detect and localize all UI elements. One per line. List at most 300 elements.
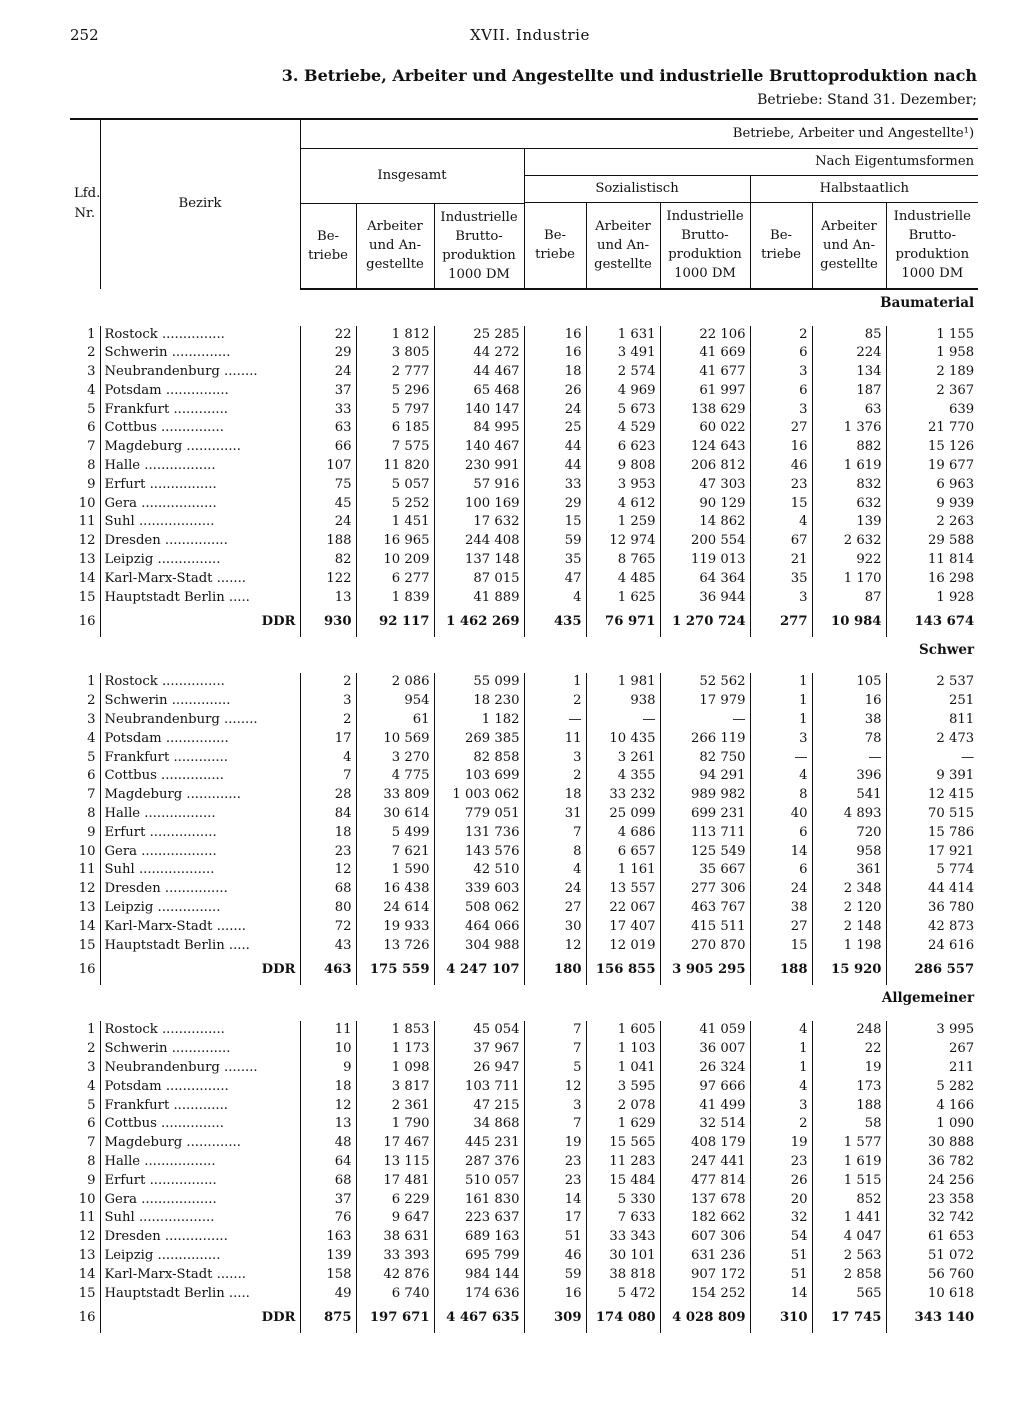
bezirk-name: Leipzig (104, 900, 154, 916)
leader-dots: .................. (137, 843, 217, 859)
value-cell: 18 (524, 363, 586, 382)
bezirk-cell (100, 570, 300, 589)
header-bruttoproduktion: Industrielle Brutto- produktion 1000 DM (434, 203, 524, 289)
value-cell: 82 858 (434, 749, 524, 768)
table-row (70, 476, 978, 495)
total-value-cell: 15 920 (812, 955, 886, 985)
value-cell: 137 678 (660, 1191, 750, 1210)
bezirk-name: Gera (104, 1191, 138, 1207)
value-cell: 3 (524, 1097, 586, 1116)
value-cell: 87 (812, 589, 886, 608)
bezirk-cell (100, 1153, 300, 1172)
total-row (70, 607, 978, 637)
value-cell: 16 (524, 1285, 586, 1304)
value-cell: 1 (524, 673, 586, 692)
bezirk-cell (100, 937, 300, 956)
value-cell: 6 185 (356, 419, 434, 438)
statistics-table (70, 118, 978, 1333)
value-cell: 223 637 (434, 1209, 524, 1228)
value-cell: 51 (524, 1228, 586, 1247)
value-cell: 2 574 (586, 363, 660, 382)
value-cell: 1 098 (356, 1059, 434, 1078)
leader-dots: ............... (156, 420, 224, 436)
value-cell: 1 090 (886, 1115, 978, 1134)
table-row (70, 918, 978, 937)
bezirk-name: Suhl (104, 1210, 135, 1226)
value-cell: 5 057 (356, 476, 434, 495)
value-cell: 140 467 (434, 438, 524, 457)
value-cell: 7 (524, 1040, 586, 1059)
bezirk-cell (100, 513, 300, 532)
value-cell: 26 324 (660, 1059, 750, 1078)
value-cell: 75 (300, 476, 356, 495)
value-cell: 1 155 (886, 326, 978, 345)
bezirk-name: Rostock (104, 326, 158, 342)
value-cell: 131 736 (434, 824, 524, 843)
value-cell: 63 (812, 401, 886, 420)
value-cell: 30 614 (356, 805, 434, 824)
bezirk-cell (100, 1040, 300, 1059)
value-cell: 29 (300, 344, 356, 363)
row-number: 12 (78, 1229, 96, 1245)
value-cell: 7 621 (356, 843, 434, 862)
value-cell: 46 (750, 457, 812, 476)
value-cell: 938 (586, 692, 660, 711)
value-cell: 48 (300, 1134, 356, 1153)
value-cell: 188 (812, 1097, 886, 1116)
value-cell: 5 774 (886, 861, 978, 880)
value-cell: 19 (812, 1059, 886, 1078)
value-cell: 124 643 (660, 438, 750, 457)
row-number: 1 (87, 674, 96, 690)
table-row (70, 880, 978, 899)
leader-dots: .............. (167, 1041, 231, 1057)
value-cell: 2 473 (886, 730, 978, 749)
row-number: 2 (87, 693, 96, 709)
value-cell: 1 631 (586, 326, 660, 345)
bezirk-name: Erfurt (104, 476, 146, 492)
value-cell: 14 (750, 843, 812, 862)
value-cell: 2 086 (356, 673, 434, 692)
value-cell: 22 106 (660, 326, 750, 345)
value-cell: 78 (812, 730, 886, 749)
bezirk-name: Dresden (104, 1229, 161, 1245)
value-cell: 445 231 (434, 1134, 524, 1153)
bezirk-name: Erfurt (104, 824, 146, 840)
value-cell: 42 510 (434, 861, 524, 880)
row-number: 2 (87, 345, 96, 361)
leader-dots: ............... (157, 1022, 225, 1038)
value-cell: 139 (812, 513, 886, 532)
row-number: 12 (78, 533, 96, 549)
bezirk-cell (100, 1059, 300, 1078)
value-cell: 10 618 (886, 1285, 978, 1304)
value-cell: 23 (750, 476, 812, 495)
value-cell: 4 485 (586, 570, 660, 589)
value-cell: 87 015 (434, 570, 524, 589)
table-row (70, 1134, 978, 1153)
value-cell: 3 (750, 730, 812, 749)
value-cell: 54 (750, 1228, 812, 1247)
value-cell: 9 939 (886, 495, 978, 514)
value-cell: 42 873 (886, 918, 978, 937)
value-cell: 2 632 (812, 532, 886, 551)
value-cell: 2 (524, 767, 586, 786)
value-cell: 5 (524, 1059, 586, 1078)
value-cell: 832 (812, 476, 886, 495)
value-cell: 17 407 (586, 918, 660, 937)
row-number: 7 (87, 439, 96, 455)
value-cell: 1 812 (356, 326, 434, 345)
bezirk-cell (100, 749, 300, 768)
value-cell: 339 603 (434, 880, 524, 899)
value-cell: 277 306 (660, 880, 750, 899)
value-cell: 44 467 (434, 363, 524, 382)
value-cell: 15 (524, 513, 586, 532)
value-cell: 188 (300, 532, 356, 551)
value-cell: 19 677 (886, 457, 978, 476)
value-cell: 41 677 (660, 363, 750, 382)
value-cell: 230 991 (434, 457, 524, 476)
value-cell: 32 514 (660, 1115, 750, 1134)
value-cell: 11 (524, 730, 586, 749)
table-row (70, 1191, 978, 1210)
value-cell: 49 (300, 1285, 356, 1304)
value-cell: 3 (750, 589, 812, 608)
value-cell: 6 (750, 861, 812, 880)
bezirk-cell (100, 401, 300, 420)
leader-dots: .................. (134, 862, 215, 878)
value-cell: 33 809 (356, 786, 434, 805)
value-cell: 1 (750, 711, 812, 730)
total-value-cell: 875 (300, 1303, 356, 1333)
bezirk-name: Potsdam (104, 382, 162, 398)
value-cell: 35 667 (660, 861, 750, 880)
value-cell: 1 182 (434, 711, 524, 730)
bezirk-name: Suhl (104, 862, 135, 878)
value-cell: 508 062 (434, 899, 524, 918)
value-cell: 12 974 (586, 532, 660, 551)
value-cell: 1 441 (812, 1209, 886, 1228)
value-cell: 21 (750, 551, 812, 570)
row-number: 8 (87, 806, 96, 822)
value-cell: 12 019 (586, 937, 660, 956)
row-number: 7 (87, 1135, 96, 1151)
value-cell: 17 481 (356, 1172, 434, 1191)
bezirk-cell (100, 344, 300, 363)
value-cell: 266 119 (660, 730, 750, 749)
value-cell: 4 166 (886, 1097, 978, 1116)
table-row (70, 1097, 978, 1116)
value-cell: 41 889 (434, 589, 524, 608)
value-cell: 17 632 (434, 513, 524, 532)
bezirk-name: Dresden (104, 533, 161, 549)
value-cell: 154 252 (660, 1285, 750, 1304)
value-cell: 269 385 (434, 730, 524, 749)
value-cell: 4 355 (586, 767, 660, 786)
value-cell: 107 (300, 457, 356, 476)
total-value-cell: 930 (300, 607, 356, 637)
leader-dots: ............... (157, 674, 225, 690)
value-cell: 984 144 (434, 1266, 524, 1285)
value-cell: 16 (750, 438, 812, 457)
value-cell: 200 554 (660, 532, 750, 551)
bezirk-cell (100, 786, 300, 805)
bezirk-cell (100, 1097, 300, 1116)
value-cell: — (812, 749, 886, 768)
table-row (70, 824, 978, 843)
row-number: 15 (78, 589, 96, 605)
value-cell: 37 967 (434, 1040, 524, 1059)
bezirk-cell (100, 438, 300, 457)
bezirk-cell (100, 495, 300, 514)
value-cell: 140 147 (434, 401, 524, 420)
value-cell: 30 888 (886, 1134, 978, 1153)
value-cell: 7 (524, 824, 586, 843)
value-cell: 25 099 (586, 805, 660, 824)
value-cell: 6 657 (586, 843, 660, 862)
row-number: 16 (78, 614, 96, 630)
value-cell: 1 (750, 1040, 812, 1059)
value-cell: 134 (812, 363, 886, 382)
bezirk-cell (100, 476, 300, 495)
value-cell: 699 231 (660, 805, 750, 824)
section-header (70, 289, 978, 316)
header-betriebe: Be- triebe (750, 203, 812, 289)
value-cell: 27 (524, 899, 586, 918)
value-cell: 103 711 (434, 1078, 524, 1097)
table-row (70, 767, 978, 786)
section-title: Allgemeiner (881, 990, 975, 1007)
table-row (70, 1285, 978, 1304)
total-value-cell: 310 (750, 1303, 812, 1333)
value-cell: 958 (812, 843, 886, 862)
value-cell: 174 636 (434, 1285, 524, 1304)
bezirk-name: Neubrandenburg (104, 364, 220, 380)
row-number: 9 (87, 1172, 96, 1188)
value-cell: 6 963 (886, 476, 978, 495)
value-cell: 3 595 (586, 1078, 660, 1097)
value-cell: 5 252 (356, 495, 434, 514)
bezirk-name: Schwerin (104, 1041, 168, 1057)
value-cell: 1 451 (356, 513, 434, 532)
value-cell: 13 726 (356, 937, 434, 956)
value-cell: 3 995 (886, 1021, 978, 1040)
value-cell: 19 933 (356, 918, 434, 937)
value-cell: 779 051 (434, 805, 524, 824)
leader-dots: ..... (224, 589, 250, 605)
value-cell: 19 (750, 1134, 812, 1153)
value-cell: 2 (750, 326, 812, 345)
value-cell: 267 (886, 1040, 978, 1059)
bezirk-cell (100, 419, 300, 438)
value-cell: 68 (300, 880, 356, 899)
value-cell: 94 291 (660, 767, 750, 786)
value-cell: 4 (750, 513, 812, 532)
table-row (70, 551, 978, 570)
value-cell: 4 612 (586, 495, 660, 514)
value-cell: 2 189 (886, 363, 978, 382)
leader-dots: ....... (212, 1266, 247, 1282)
value-cell: 2 148 (812, 918, 886, 937)
value-cell: 7 633 (586, 1209, 660, 1228)
value-cell: 24 (300, 363, 356, 382)
value-cell: 8 (524, 843, 586, 862)
value-cell: 30 101 (586, 1247, 660, 1266)
value-cell: 35 (524, 551, 586, 570)
total-value-cell: 17 745 (812, 1303, 886, 1333)
value-cell: 24 (750, 880, 812, 899)
total-value-cell: 1 270 724 (660, 607, 750, 637)
bezirk-cell (100, 1172, 300, 1191)
value-cell: 4 893 (812, 805, 886, 824)
table-row (70, 363, 978, 382)
value-cell: 4 686 (586, 824, 660, 843)
total-value-cell: 277 (750, 607, 812, 637)
value-cell: 12 (300, 861, 356, 880)
value-cell: 51 (750, 1266, 812, 1285)
leader-dots: ....... (212, 918, 247, 934)
table-row (70, 1115, 978, 1134)
bezirk-name: Rostock (104, 674, 158, 690)
value-cell: 8 765 (586, 551, 660, 570)
row-number: 15 (78, 1285, 96, 1301)
value-cell: 247 441 (660, 1153, 750, 1172)
value-cell: 37 (300, 1191, 356, 1210)
row-number: 8 (87, 458, 96, 474)
value-cell: 3 491 (586, 344, 660, 363)
value-cell: 36 944 (660, 589, 750, 608)
leader-dots: ............... (161, 1078, 229, 1094)
value-cell: 143 576 (434, 843, 524, 862)
value-cell: 1 625 (586, 589, 660, 608)
total-value-cell: 286 557 (886, 955, 978, 985)
value-cell: 29 588 (886, 532, 978, 551)
total-value-cell: 4 467 635 (434, 1303, 524, 1333)
bezirk-cell (100, 1209, 300, 1228)
bezirk-name: Cottbus (104, 768, 157, 784)
value-cell: 4 (300, 749, 356, 768)
leader-dots: ..... (224, 937, 250, 953)
value-cell: 3 817 (356, 1078, 434, 1097)
value-cell: 396 (812, 767, 886, 786)
value-cell: 10 435 (586, 730, 660, 749)
row-number: 3 (87, 712, 96, 728)
value-cell: 26 947 (434, 1059, 524, 1078)
value-cell: 65 468 (434, 382, 524, 401)
total-value-cell: 463 (300, 955, 356, 985)
row-number: 9 (87, 476, 96, 492)
bezirk-name: Potsdam (104, 1078, 162, 1094)
value-cell: 18 230 (434, 692, 524, 711)
table-row (70, 1209, 978, 1228)
total-value-cell: 188 (750, 955, 812, 985)
value-cell: 24 (300, 513, 356, 532)
value-cell: 22 067 (586, 899, 660, 918)
value-cell: 695 799 (434, 1247, 524, 1266)
value-cell: 23 (750, 1153, 812, 1172)
value-cell: 1 376 (812, 419, 886, 438)
row-number: 14 (78, 918, 96, 934)
value-cell: 119 013 (660, 551, 750, 570)
value-cell: 1 198 (812, 937, 886, 956)
total-value-cell: 3 905 295 (660, 955, 750, 985)
value-cell: 4 775 (356, 767, 434, 786)
leader-dots: ................. (140, 806, 216, 822)
bezirk-name: Frankfurt (104, 401, 170, 417)
bezirk-cell (100, 1078, 300, 1097)
total-value-cell: 175 559 (356, 955, 434, 985)
table-title: 3. Betriebe, Arbeiter und Angestellte und industrielle Bruttoproduktion nach (281, 66, 977, 85)
bezirk-cell (100, 767, 300, 786)
value-cell: 41 499 (660, 1097, 750, 1116)
bezirk-cell (100, 824, 300, 843)
leader-dots: ............. (182, 787, 241, 803)
value-cell: 12 415 (886, 786, 978, 805)
table-subtitle: Betriebe: Stand 31. Dezember; (757, 92, 977, 108)
value-cell: 45 (300, 495, 356, 514)
value-cell: 607 306 (660, 1228, 750, 1247)
value-cell: 10 569 (356, 730, 434, 749)
row-number: 1 (87, 1022, 96, 1038)
value-cell: 224 (812, 344, 886, 363)
table-row (70, 861, 978, 880)
value-cell: 631 236 (660, 1247, 750, 1266)
table-row (70, 570, 978, 589)
value-cell: 61 653 (886, 1228, 978, 1247)
value-cell: 16 (524, 344, 586, 363)
bezirk-name: Halle (104, 806, 141, 822)
value-cell: 138 629 (660, 401, 750, 420)
value-cell: 14 (524, 1191, 586, 1210)
value-cell: 477 814 (660, 1172, 750, 1191)
leader-dots: ..... (224, 1285, 250, 1301)
leader-dots: ........ (219, 712, 258, 728)
leader-dots: ............... (161, 730, 229, 746)
value-cell: 2 367 (886, 382, 978, 401)
value-cell: 63 (300, 419, 356, 438)
value-cell: 80 (300, 899, 356, 918)
value-cell: 113 711 (660, 824, 750, 843)
leader-dots: ............... (160, 1229, 228, 1245)
table-row (70, 786, 978, 805)
value-cell: 12 (524, 937, 586, 956)
value-cell: 2 858 (812, 1266, 886, 1285)
value-cell: 23 358 (886, 1191, 978, 1210)
value-cell: 9 (300, 1059, 356, 1078)
value-cell: 907 172 (660, 1266, 750, 1285)
value-cell: 26 (750, 1172, 812, 1191)
bezirk-name: Erfurt (104, 1172, 146, 1188)
value-cell: 244 408 (434, 532, 524, 551)
table-row (70, 1059, 978, 1078)
value-cell: 1 619 (812, 1153, 886, 1172)
value-cell: 3 (750, 401, 812, 420)
value-cell: 15 786 (886, 824, 978, 843)
leader-dots: .................. (137, 1191, 217, 1207)
header-betriebe: Be- triebe (300, 203, 356, 289)
bezirk-cell (100, 1285, 300, 1304)
value-cell: 3 270 (356, 749, 434, 768)
value-cell: 11 820 (356, 457, 434, 476)
value-cell: 18 (300, 1078, 356, 1097)
row-number: 4 (87, 1078, 96, 1094)
value-cell: 64 364 (660, 570, 750, 589)
value-cell: 158 (300, 1266, 356, 1285)
value-cell: 2 537 (886, 673, 978, 692)
value-cell: 17 (524, 1209, 586, 1228)
value-cell: 36 782 (886, 1153, 978, 1172)
